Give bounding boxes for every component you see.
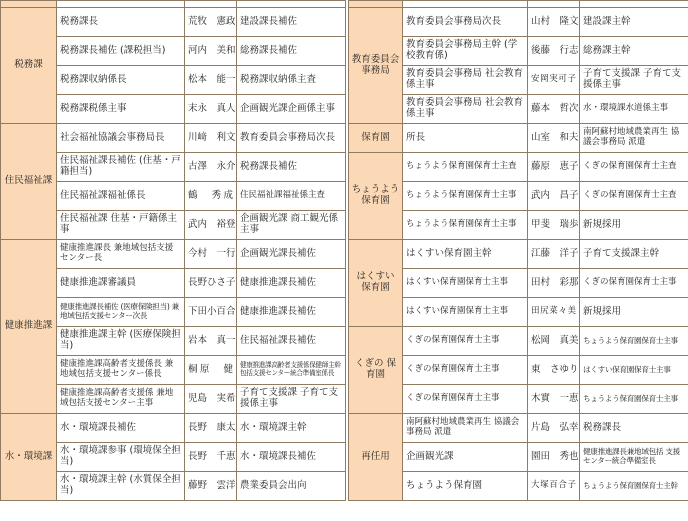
table-row bbox=[1, 414, 346, 443]
name-cell: 武内 昌子 bbox=[528, 182, 580, 211]
name-cell: 松岡 真美 bbox=[528, 327, 580, 356]
table-row bbox=[349, 1, 688, 8]
table-row bbox=[1, 124, 346, 153]
previous-post-cell: 教育委員会事務局次長 bbox=[237, 124, 346, 153]
position-cell: はくすい保育園保育士主事 bbox=[403, 269, 528, 298]
position-cell: くぎの保育園保育士主事 bbox=[403, 385, 528, 414]
position-cell: 教育委員会事務局次長 bbox=[403, 8, 528, 37]
previous-post-cell: 税務課長 bbox=[580, 414, 688, 443]
name-cell: 長野 康太 bbox=[185, 414, 237, 443]
previous-post-cell: 総務課長補佐 bbox=[237, 37, 346, 66]
table-row bbox=[349, 414, 688, 443]
name-cell: 東 さゆり bbox=[528, 356, 580, 385]
previous-post-cell: 建設課主幹 bbox=[580, 8, 688, 37]
position-cell: はくすい保育園主幹 bbox=[403, 240, 528, 269]
name-cell: 田村 彩那 bbox=[528, 269, 580, 298]
previous-post-cell: くぎの保育園保育士主事 bbox=[580, 269, 688, 298]
previous-post-cell: 水・環境課長補佐 bbox=[237, 443, 346, 472]
position-cell: 税務課税係主事 bbox=[57, 95, 185, 124]
previous-post-cell: 健康推進課高齢者支援係保健師主幹 包括支援センター統合準備室係長 bbox=[237, 356, 346, 385]
previous-post-cell: 建設課長補佐 bbox=[237, 8, 346, 37]
position-cell: 南阿蘇村地域農業再生 協議会事務局 派遣 bbox=[403, 414, 528, 443]
position-cell: ちょうよう保育園保育士主査 bbox=[403, 153, 528, 182]
name-cell: 河内 美和 bbox=[185, 37, 237, 66]
previous-post-cell: 子育て支援課 子育て支援係主事 bbox=[237, 385, 346, 414]
position-cell: くぎの保育園保育士主事 bbox=[403, 356, 528, 385]
table-row bbox=[1, 240, 346, 269]
name-cell: 園田 秀也 bbox=[528, 443, 580, 472]
position-cell: 住民福祉課長補佐 (住基・戸籍担当) bbox=[57, 153, 185, 182]
previous-post-cell: はくすい保育園保育士主事 bbox=[580, 356, 688, 385]
name-cell: 長野 千恵 bbox=[185, 443, 237, 472]
previous-post-cell: くぎの保育園保育士主査 bbox=[580, 182, 688, 211]
name-cell: 大塚百合子 bbox=[528, 472, 580, 501]
previous-post-cell: 健康推進課長補佐 bbox=[237, 269, 346, 298]
position-cell: ちょうよう保育園 bbox=[403, 472, 528, 501]
name-cell: 今村 一行 bbox=[185, 240, 237, 269]
dept-cell: 水・環境課 bbox=[1, 414, 57, 501]
previous-post-cell: 南阿蘇村地域農業再生 協議会事務局 派遣 bbox=[580, 124, 688, 153]
position-cell: 企画観光課 bbox=[403, 443, 528, 472]
position-cell: くぎの保育園保育士主事 bbox=[403, 327, 528, 356]
name-cell: 児島 実希 bbox=[185, 385, 237, 414]
previous-post-cell: 子育て支援課主幹 bbox=[580, 240, 688, 269]
position-cell: 税務課収納係長 bbox=[57, 66, 185, 95]
previous-post-cell: 税務課収納係主査 bbox=[237, 66, 346, 95]
dept-cell: 教育委員会 事務局 bbox=[349, 8, 403, 124]
name-cell: 末永 真人 bbox=[185, 95, 237, 124]
name-cell: 松本 能一 bbox=[185, 66, 237, 95]
name-cell: 桐原 健 bbox=[185, 356, 237, 385]
position-cell: 健康推進課主幹 (医療保険担当) bbox=[57, 327, 185, 356]
previous-post-cell: 総務課主幹 bbox=[580, 37, 688, 66]
position-cell: 教育委員会事務局 社会教育係主事 bbox=[403, 66, 528, 95]
previous-post-cell: 健康推進課長補佐 bbox=[237, 298, 346, 327]
name-cell: 田尻菜々美 bbox=[528, 298, 580, 327]
table-row bbox=[349, 8, 688, 37]
name-cell: 川﨑 利文 bbox=[185, 124, 237, 153]
name-cell: 木實 一恵 bbox=[528, 385, 580, 414]
position-cell: 教育委員会事務局 社会教育係主事 bbox=[403, 95, 528, 124]
position-cell: 健康推進課高齢者支援係 兼地域包括支援センター主事 bbox=[57, 385, 185, 414]
personnel-table-left bbox=[0, 0, 346, 501]
name-cell: 鶴 秀成 bbox=[185, 182, 237, 211]
position-cell: ちょうよう保育園保育士主事 bbox=[403, 182, 528, 211]
name-cell: 藤野 雲洋 bbox=[185, 472, 237, 501]
position-cell: 所長 bbox=[403, 124, 528, 153]
position-cell: 健康推進課高齢者支援係長 兼地域包括支援センター係長 bbox=[57, 356, 185, 385]
name-cell: 江藤 洋子 bbox=[528, 240, 580, 269]
position-cell: 住民福祉課 住基・戸籍係主事 bbox=[57, 211, 185, 240]
previous-post-cell: ちょうよう保育園保育士主事 bbox=[580, 385, 688, 414]
previous-post-cell: 農業委員会出向 bbox=[237, 472, 346, 501]
previous-post-cell: 企画観光課企画係主事 bbox=[237, 95, 346, 124]
dept-cell: くぎの 保育園 bbox=[349, 327, 403, 414]
dept-cell: 住民福祉課 bbox=[1, 124, 57, 240]
previous-post-cell: 税務課長補佐 bbox=[237, 153, 346, 182]
dept-cell: 再任用 bbox=[349, 414, 403, 501]
previous-post-cell: 企画観光課長補佐 bbox=[237, 240, 346, 269]
table-row bbox=[349, 153, 688, 182]
table-row bbox=[349, 240, 688, 269]
dept-cell: 健康推進課 bbox=[1, 240, 57, 414]
name-cell: 片島 弘幸 bbox=[528, 414, 580, 443]
previous-post-cell: 企画観光課 商工観光係主事 bbox=[237, 211, 346, 240]
name-cell: 山室 和夫 bbox=[528, 124, 580, 153]
previous-post-cell: 住民福祉課福祉係主査 bbox=[237, 182, 346, 211]
position-cell: 健康推進課審議員 bbox=[57, 269, 185, 298]
previous-post-cell: 新規採用 bbox=[580, 211, 688, 240]
name-cell: 長野ひさ子 bbox=[185, 269, 237, 298]
position-cell: 水・環境課長補佐 bbox=[57, 414, 185, 443]
position-cell: 税務課長補佐 (課税担当) bbox=[57, 37, 185, 66]
dept-cell: 税務課 bbox=[1, 8, 57, 124]
name-cell: 下田小百合 bbox=[185, 298, 237, 327]
previous-post-cell: くぎの保育園保育士主査 bbox=[580, 153, 688, 182]
previous-post-cell: ちょうよう保育園保育士主幹 bbox=[580, 472, 688, 501]
previous-post-cell: 水・環境課水道係主事 bbox=[580, 95, 688, 124]
position-cell: 税務課長 bbox=[57, 8, 185, 37]
position-cell: 住民福祉課福祉係長 bbox=[57, 182, 185, 211]
name-cell: 荒牧 憲政 bbox=[185, 8, 237, 37]
position-cell: 健康推進課長 兼地域包括支援センター長 bbox=[57, 240, 185, 269]
name-cell: 岩本 真一 bbox=[185, 327, 237, 356]
dept-cell: はくすい 保育園 bbox=[349, 240, 403, 327]
table-row bbox=[1, 1, 346, 8]
position-cell: 水・環境課主幹 (水質保全担当) bbox=[57, 472, 185, 501]
previous-post-cell: 住民福祉課長補佐 bbox=[237, 327, 346, 356]
name-cell: 後藤 行志 bbox=[528, 37, 580, 66]
name-cell: 安岡実可子 bbox=[528, 66, 580, 95]
dept-cell: ちょうよう 保育園 bbox=[349, 153, 403, 240]
position-cell: 社会福祉協議会事務局長 bbox=[57, 124, 185, 153]
previous-post-cell: 子育て支援課 子育て支援係主事 bbox=[580, 66, 688, 95]
personnel-table-right bbox=[348, 0, 688, 501]
dept-cell: 保育園 bbox=[349, 124, 403, 153]
table-row bbox=[349, 124, 688, 153]
position-cell: 教育委員会事務局主幹 (学校教育係) bbox=[403, 37, 528, 66]
position-cell: 水・環境課参事 (環境保全担当) bbox=[57, 443, 185, 472]
name-cell: 甲斐 瑞歩 bbox=[528, 211, 580, 240]
name-cell: 古澤 永介 bbox=[185, 153, 237, 182]
position-cell: はくすい保育園保育士主事 bbox=[403, 298, 528, 327]
previous-post-cell: ちょうよう保育園保育士主事 bbox=[580, 327, 688, 356]
position-cell: ちょうよう保育園保育士主事 bbox=[403, 211, 528, 240]
name-cell: 藤本 哲次 bbox=[528, 95, 580, 124]
name-cell: 山村 隆文 bbox=[528, 8, 580, 37]
table-row bbox=[349, 327, 688, 356]
previous-post-cell: 新規採用 bbox=[580, 298, 688, 327]
name-cell: 武内 裕登 bbox=[185, 211, 237, 240]
position-cell: 健康推進課長補佐 (医療保険担当) 兼地域包括支援センター次長 bbox=[57, 298, 185, 327]
name-cell: 藤原 恵子 bbox=[528, 153, 580, 182]
previous-post-cell: 水・環境課主幹 bbox=[237, 414, 346, 443]
table-row bbox=[1, 8, 346, 37]
previous-post-cell: 健康推進課長兼地域包括 支援センター統合準備室長 bbox=[580, 443, 688, 472]
